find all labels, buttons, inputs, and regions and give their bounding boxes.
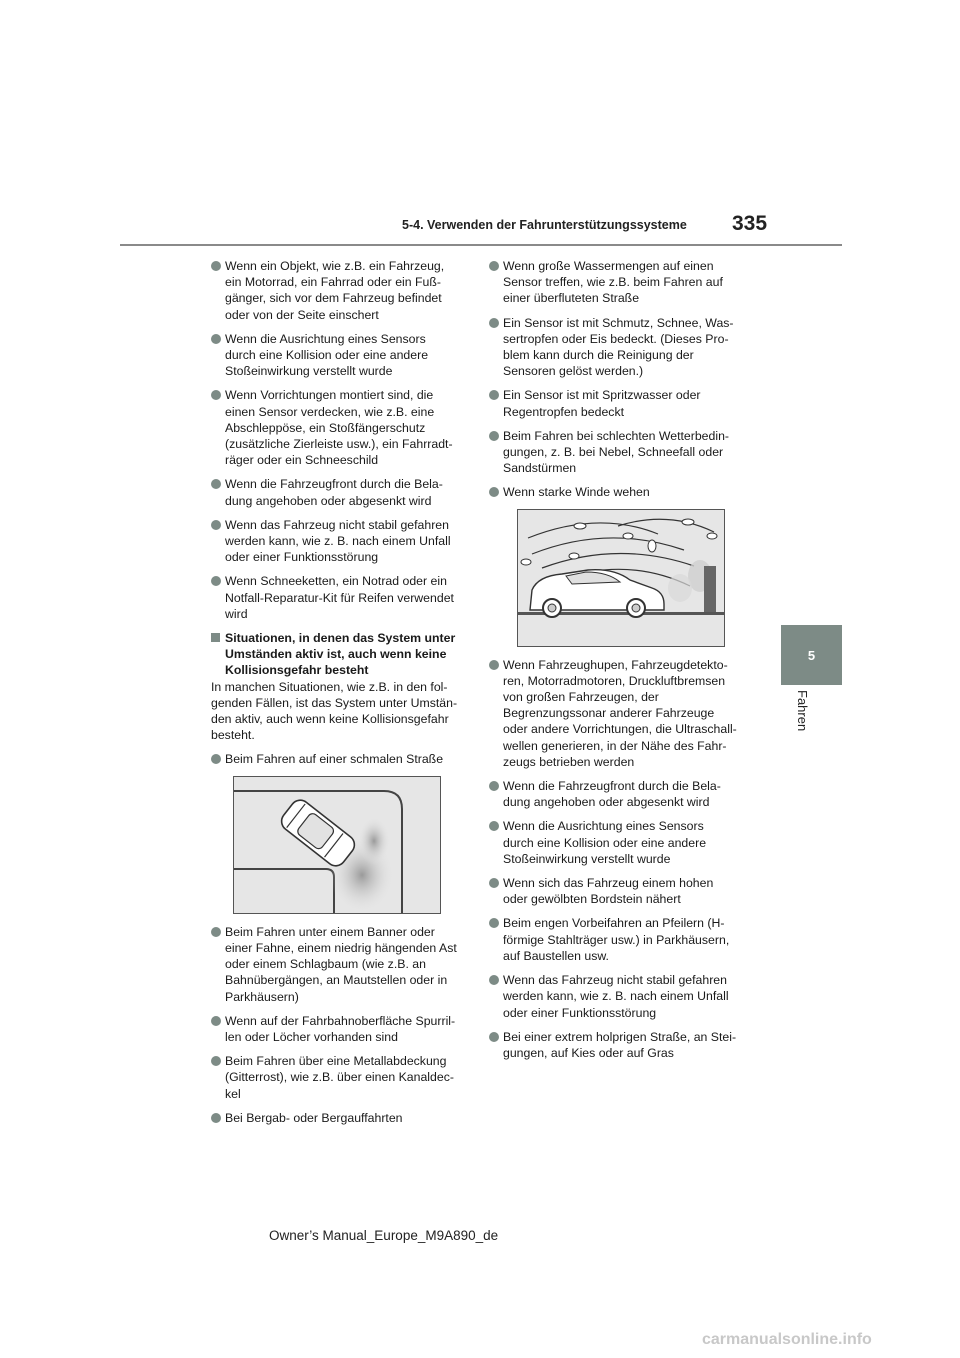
list-item	[489, 1029, 757, 1061]
list-item-text: Wenn die Ausrichtung eines Sensors durch eine Kollision oder eine andere Stoßeinwirkung verstellt wurde	[225, 331, 429, 379]
list-item	[489, 818, 757, 867]
bullet-icon	[211, 1056, 221, 1066]
watermark: carmanualsonline.info	[702, 1331, 872, 1348]
list-item	[489, 428, 757, 477]
list-item	[211, 517, 473, 566]
bullet-icon	[211, 1016, 221, 1026]
bullet-icon	[211, 520, 221, 530]
header-divider	[120, 244, 842, 246]
strong-wind-illustration	[517, 509, 725, 647]
list-item	[211, 573, 473, 622]
list-item	[489, 915, 757, 964]
list-item	[489, 657, 757, 770]
bullet-icon	[211, 261, 221, 271]
list-item-text: Wenn das Fahrzeug nicht stabil gefahren werden kann, wie z. B. nach einem Unfall oder einer Funktionsstörung	[503, 973, 729, 1020]
list-item	[489, 315, 757, 380]
bullet-icon	[211, 1113, 221, 1123]
narrow-road-illustration	[233, 776, 441, 914]
bullet-icon	[489, 918, 499, 928]
bullet-icon	[489, 660, 499, 670]
list-item-text: Wenn sich das Fahrzeug einem hohen oder gewölbten Bordstein nähert	[503, 876, 714, 907]
list-item-text: Bei Bergab- oder Bergauffahrten	[225, 1110, 403, 1125]
list-item	[211, 387, 473, 468]
list-item-text: Wenn die Ausrichtung eines Sensors durch eine Kollision oder eine andere Stoßeinwirkung verstellt wurde	[503, 819, 707, 866]
bullet-icon	[489, 975, 499, 985]
list-item-text: Wenn große Wassermengen auf einen Sensor treffen, wie z.B. beim Fahren auf einer überfluteten Straße	[503, 259, 723, 306]
chapter-tab-number: 5	[807, 647, 816, 663]
list-item	[489, 484, 757, 500]
list-item	[489, 972, 757, 1021]
list-item	[211, 924, 473, 1005]
list-item-text: Beim Fahren über eine Metallabdeckung (Gitterrost), wie z.B. über einen Kanaldec- kel	[225, 1054, 454, 1101]
bullet-icon	[211, 479, 221, 489]
list-item-text: Beim Fahren bei schlechten Wetterbedin- gungen, z. B. bei Nebel, Schneefall oder Sandstürmen	[503, 428, 730, 476]
bullet-icon	[489, 1032, 499, 1042]
bullet-icon	[489, 821, 499, 831]
list-item-text: Bei einer extrem holprigen Straße, an Stei- gungen, auf Kies oder auf Gras	[503, 1029, 737, 1060]
list-item	[211, 258, 473, 323]
list-item-text: Wenn auf der Fahrbahnoberfläche Spurril- len oder Löcher vorhanden sind	[225, 1013, 456, 1044]
list-item-text: Wenn die Fahrzeugfront durch die Bela- dung angehoben oder abgesenkt wird	[225, 477, 443, 508]
bullet-icon	[489, 487, 499, 497]
list-item	[211, 1013, 473, 1045]
page-number: 335	[732, 212, 768, 235]
list-item-text: Beim Fahren unter einem Banner oder einer Fahne, einem niedrig hängenden Ast oder einem Schlagbaum (wie z.B. an Bahnübergängen, an Mautstellen oder in Parkhäusern)	[225, 924, 457, 1004]
list-item	[211, 1110, 473, 1126]
bullet-icon	[211, 754, 221, 764]
list-item	[211, 751, 473, 767]
narrow-road-drawing	[234, 777, 440, 913]
section-heading-text: Situationen, in denen das System unter Umständen aktiv ist, auch wenn keine Kollisionsgefahr besteht	[225, 631, 456, 678]
bullet-icon	[489, 390, 499, 400]
list-item-text: Wenn starke Winde wehen	[503, 485, 650, 500]
bullet-icon	[489, 318, 499, 328]
strong-wind-drawing	[518, 510, 724, 646]
section-heading	[211, 630, 473, 679]
list-item-text: Wenn das Fahrzeug nicht stabil gefahren werden kann, wie z. B. nach einem Unfall oder einer Funktionsstörung	[225, 517, 451, 565]
list-item-text: Wenn Schneeketten, ein Notrad oder ein Notfall-Reparatur-Kit für Reifen verwendet wird	[225, 574, 454, 621]
manual-id-footer: Owner’s Manual_Europe_M9A890_de	[269, 1228, 499, 1243]
intro-paragraph: In manchen Situationen, wie z.B. in den fol- genden Fällen, ist das System unter Umstän- den aktiv, auch wenn keine Kollisionsgefahr besteht.	[211, 679, 458, 743]
list-item-text: Ein Sensor ist mit Spritzwasser oder Regentropfen bedeckt	[503, 388, 701, 419]
list-item-text: Wenn Fahrzeughupen, Fahrzeugdetekto- ren, Motorradmotoren, Druckluftbremsen von großen Fahrzeugen, der Begrenzungssonar anderer Fahrzeuge oder andere Vorrichtungen, die Ultraschall- wellen generieren, in der Nähe des Fahr- zeugs betrieben werden	[503, 657, 737, 769]
bullet-icon	[489, 431, 499, 441]
list-item	[211, 331, 473, 380]
chapter-tab-label: Fahren	[795, 690, 810, 732]
right-column	[489, 258, 757, 1069]
section-title: 5-4. Verwenden der Fahrunterstützungssysteme	[402, 218, 687, 232]
list-item-text: Wenn die Fahrzeugfront durch die Bela- dung angehoben oder abgesenkt wird	[503, 779, 721, 810]
bullet-icon	[489, 261, 499, 271]
chapter-tab[interactable]	[781, 625, 842, 685]
list-item-text: Beim Fahren auf einer schmalen Straße	[225, 752, 444, 767]
list-item	[489, 258, 757, 307]
list-item	[489, 778, 757, 810]
bullet-icon	[211, 576, 221, 586]
bullet-icon	[211, 334, 221, 344]
bullet-icon	[211, 390, 221, 400]
bullet-icon	[211, 927, 221, 937]
list-item-text: Wenn Vorrichtungen montiert sind, die einen Sensor verdecken, wie z.B. eine Abschleppöse, ein Stoßfängerschutz (zusätzliche Zierleiste usw.), ein Fahrradt- räger oder ein Schneeschild	[225, 388, 453, 468]
list-item	[211, 476, 473, 508]
square-bullet-icon	[211, 633, 220, 642]
bullet-icon	[489, 878, 499, 888]
left-column	[211, 258, 473, 1134]
bullet-icon	[489, 781, 499, 791]
list-item-text: Ein Sensor ist mit Schmutz, Schnee, Was- sertropfen oder Eis bedeckt. (Dieses Pro- blem kann durch die Reinigung der Sensoren gelöst werden.)	[503, 315, 734, 379]
list-item-text: Wenn ein Objekt, wie z.B. ein Fahrzeug, ein Motorrad, ein Fahrrad oder ein Fuß- gänger, sich vor dem Fahrzeug befindet oder von der Seite einschert	[225, 259, 445, 322]
list-item	[489, 387, 757, 419]
list-item	[211, 1053, 473, 1102]
list-item-text: Beim engen Vorbeifahren an Pfeilern (H- förmige Stahlträger usw.) in Parkhäusern, auf Baustellen usw.	[503, 916, 730, 963]
list-item	[489, 875, 757, 907]
